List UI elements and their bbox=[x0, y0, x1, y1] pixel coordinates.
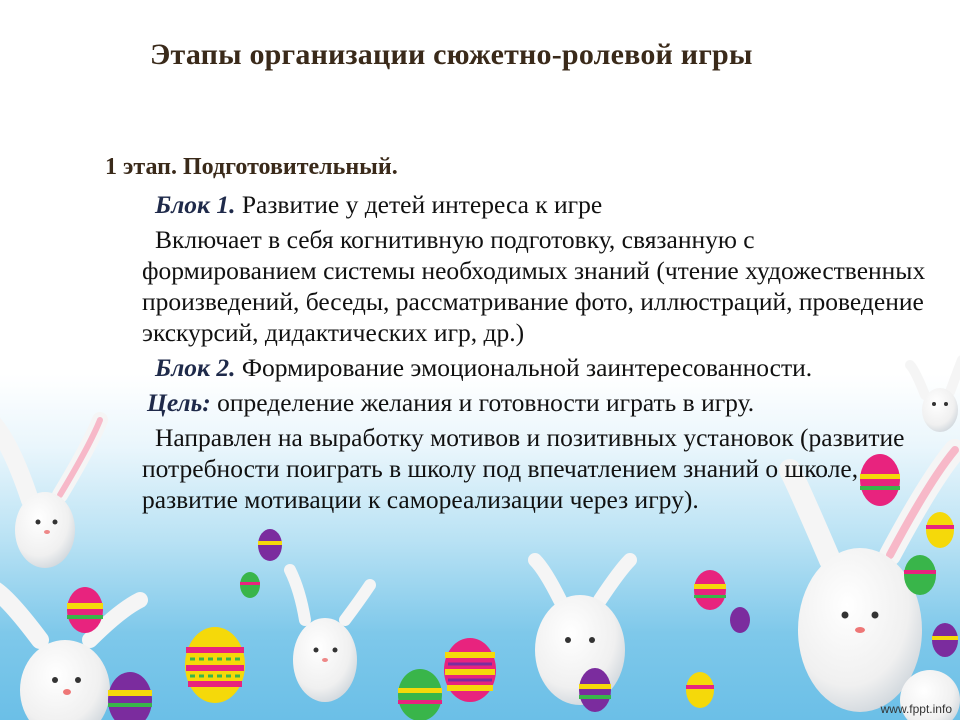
block1-label: Блок 1. bbox=[155, 190, 236, 219]
painted-egg-icon bbox=[67, 587, 103, 633]
painted-egg-icon bbox=[444, 638, 496, 702]
painted-egg-icon bbox=[730, 607, 750, 633]
block1-line bbox=[155, 189, 935, 220]
goal-line bbox=[147, 387, 935, 418]
painted-egg-icon bbox=[258, 529, 282, 561]
bunny-icon bbox=[0, 420, 100, 568]
slide-body bbox=[105, 152, 935, 519]
block1-text: Развитие у детей интереса к игре bbox=[235, 190, 603, 219]
painted-egg-icon bbox=[240, 572, 260, 598]
slide-title: Этапы организации сюжетно-ролевой игры bbox=[150, 38, 753, 71]
painted-egg-icon bbox=[398, 669, 442, 720]
goal-label: Цель: bbox=[147, 388, 211, 417]
painted-egg-icon bbox=[932, 623, 958, 657]
block2-line bbox=[155, 352, 935, 383]
painted-egg-icon bbox=[904, 555, 936, 595]
painted-egg-icon bbox=[185, 627, 245, 703]
painted-egg-icon bbox=[579, 668, 611, 712]
block2-text: Формирование эмоциональной заинтересованности. bbox=[235, 353, 813, 382]
direction-text: Направлен на выработку мотивов и позитивных установок (развитие потребности поиграть в школу под впечатлением знаний о школе, развитие мотивации к самореализации через игру). bbox=[142, 423, 905, 514]
painted-egg-icon bbox=[108, 672, 152, 720]
goal-text: определение желания и готовности играть в игру. bbox=[210, 388, 755, 417]
footer-credit: www.fppt.info bbox=[880, 702, 952, 716]
painted-egg-icon bbox=[686, 672, 714, 708]
block1-description: Включает в себя когнитивную подготовку, связанную с формированием системы необходимых знаний (чтение художественных произведений, беседы, рассматривание фото, иллюстраций, проведение экскурсий, дидактических игр, др.) bbox=[142, 225, 926, 347]
bunny-icon bbox=[290, 570, 370, 702]
painted-egg-icon bbox=[694, 570, 726, 610]
stage-heading: 1 этап. Подготовительный. bbox=[105, 154, 398, 180]
block2-label: Блок 2. bbox=[155, 353, 236, 382]
